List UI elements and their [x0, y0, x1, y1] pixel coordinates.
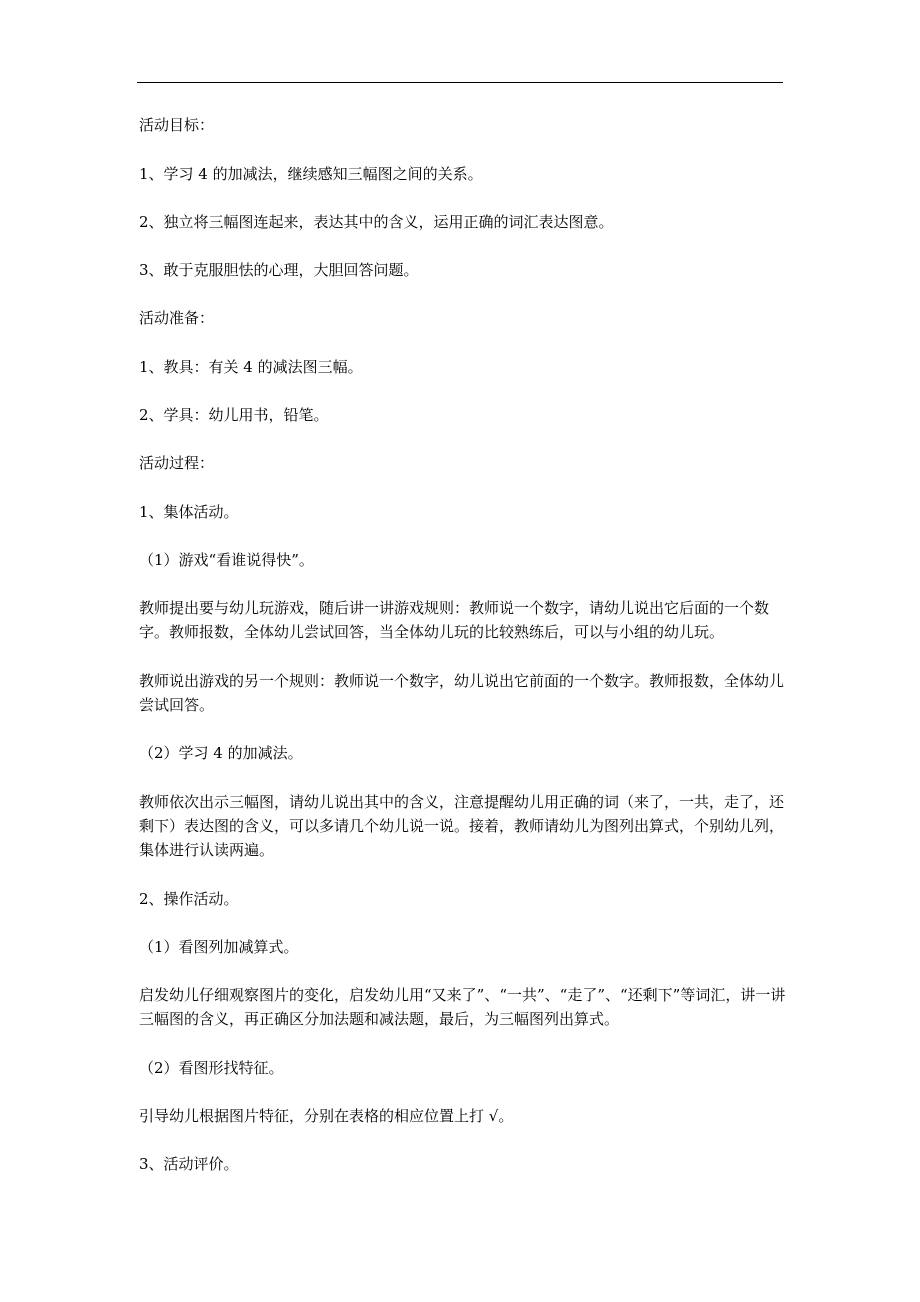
- goals-heading: 活动目标：: [139, 116, 215, 134]
- goal-item-3: 3、敢于克服胆怯的心理，大胆回答问题。: [139, 261, 419, 279]
- step-1-1-paragraph-1: 教师提出要与幼儿玩游戏，随后讲一讲游戏规则：教师说一个数字，请幼儿说出它后面的一个数字。教师报数，全体幼儿尝试回答，当全体幼儿玩的比较熟练后，可以与小组的幼儿玩。: [139, 599, 770, 641]
- step-1-2-paragraph: 教师依次出示三幅图，请幼儿说出其中的含义，注意提醒幼儿用正确的词（来了，一共，走了，还剩下）表达图的含义，可以多请几个幼儿说一说。接着，教师请幼儿为图列出算式，个别幼儿列，集体进行认读两遍。: [139, 793, 785, 859]
- step-1-2-heading: （2）学习 4 的加减法。: [139, 744, 303, 762]
- step-1-heading: 1、集体活动。: [139, 503, 239, 521]
- step-2-1-heading: （1）看图列加减算式。: [139, 938, 299, 956]
- step-2-1-paragraph: 启发幼儿仔细观察图片的变化，启发幼儿用“又来了”、“一共”、“走了”、“还剩下”等词汇，讲一讲三幅图的含义，再正确区分加法题和减法题，最后，为三幅图列出算式。: [139, 986, 786, 1028]
- step-3-heading: 3、活动评价。: [139, 1155, 239, 1173]
- header-rule: [137, 82, 783, 83]
- goal-item-1: 1、学习 4 的加减法，继续感知三幅图之间的关系。: [139, 165, 483, 183]
- step-2-2-paragraph: 引导幼儿根据图片特征，分别在表格的相应位置上打 √。: [139, 1107, 514, 1125]
- step-2-heading: 2、操作活动。: [139, 890, 239, 908]
- step-2-2-heading: （2）看图形找特征。: [139, 1059, 284, 1077]
- process-heading: 活动过程：: [139, 454, 215, 472]
- goal-item-2: 2、独立将三幅图连起来，表达其中的含义，运用正确的词汇表达图意。: [139, 213, 614, 231]
- step-1-1-paragraph-2: 教师说出游戏的另一个规则：教师说一个数字，幼儿说出它前面的一个数字。教师报数，全体幼儿尝试回答。: [139, 672, 785, 714]
- step-1-1-heading: （1）游戏“看谁说得快”。: [139, 551, 314, 569]
- prep-heading: 活动准备：: [139, 309, 215, 327]
- prep-item-2: 2、学具：幼儿用书，铅笔。: [139, 406, 329, 424]
- prep-item-1: 1、教具：有关 4 的减法图三幅。: [139, 358, 363, 376]
